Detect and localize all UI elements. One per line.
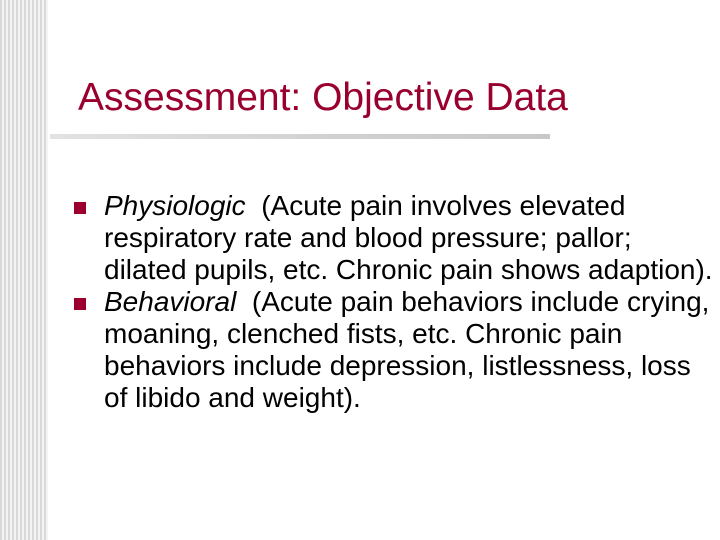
bullet-physiologic [74, 190, 714, 286]
square-bullet-icon [74, 298, 86, 310]
bullet-term: Behavioral [104, 286, 237, 317]
striped-left-border [0, 0, 48, 540]
bullet-list [74, 190, 714, 414]
bullet-text: (Acute pain behaviors include crying, moaning, clenched fists, etc. Chronic pain behaviors include depression, listlessness, loss of libido and weight). [104, 286, 710, 413]
bullet-text: (Acute pain involves elevated respiratory rate and blood pressure; pallor; dilated pupils, etc. Chronic pain shows adaption). [104, 190, 713, 285]
square-bullet-icon [74, 202, 86, 214]
title-underline [50, 134, 550, 139]
bullet-behavioral [74, 286, 714, 414]
slide-title: Assessment: Objective Data [78, 76, 568, 119]
bullet-term: Physiologic [104, 190, 246, 221]
